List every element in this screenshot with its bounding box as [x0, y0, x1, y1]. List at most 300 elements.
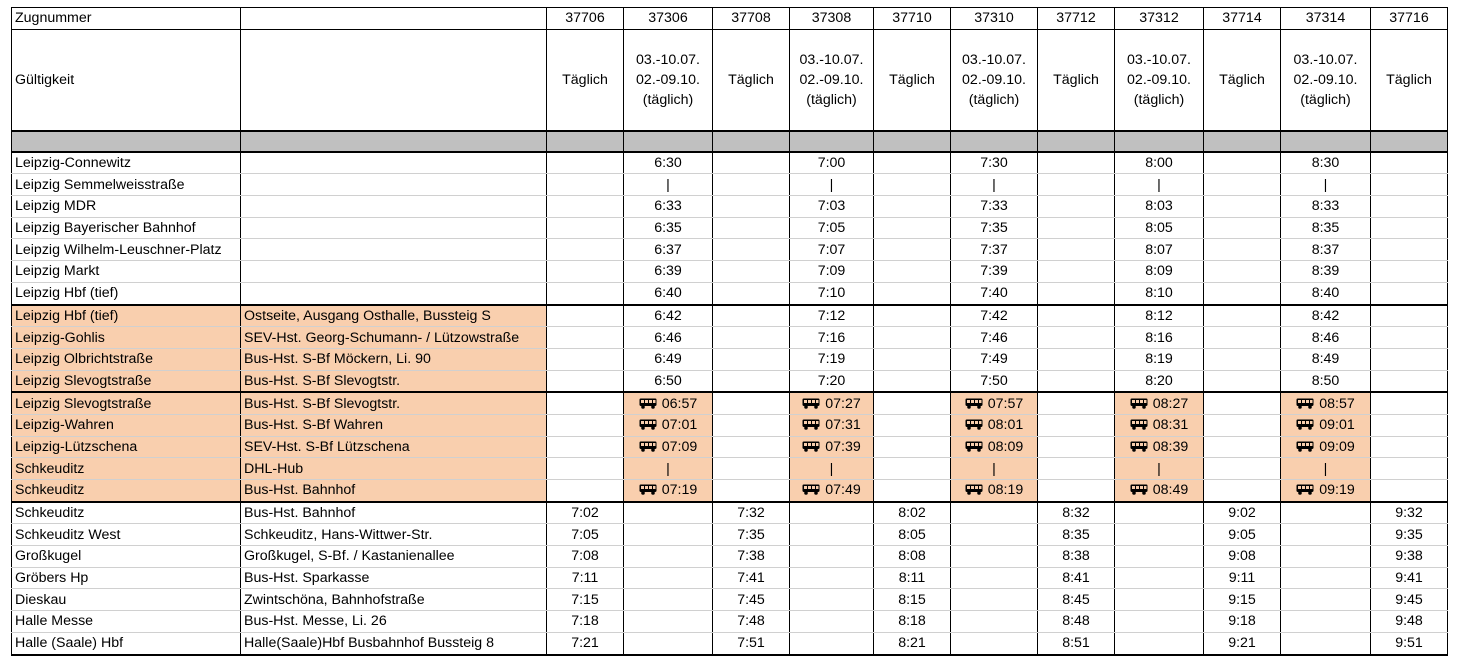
station-name: Leipzig-Gohlis — [12, 327, 241, 349]
time-cell: 7:33 — [951, 196, 1038, 218]
time-cell — [1038, 436, 1115, 458]
station-name: Leipzig Hbf (tief) — [12, 282, 241, 304]
train-number: 37308 — [790, 8, 874, 30]
bus-icon — [1130, 419, 1148, 430]
time-cell: 9:38 — [1371, 546, 1448, 568]
time-cell — [547, 414, 624, 436]
time-cell — [951, 546, 1038, 568]
time-cell: | — [1281, 174, 1371, 196]
time-cell: 6:49 — [624, 348, 713, 370]
time-cell — [1115, 480, 1204, 502]
bus-icon — [1296, 441, 1314, 452]
bus-time: 09:01 — [1319, 417, 1355, 434]
bus-time: 08:31 — [1152, 417, 1189, 434]
station-name: Leipzig Semmelweisstraße — [12, 174, 241, 196]
separator-cell — [12, 131, 241, 152]
time-cell: 8:10 — [1115, 282, 1204, 304]
time-cell: 7:18 — [547, 611, 624, 633]
validity-line: Täglich — [1386, 71, 1432, 88]
time-cell — [790, 480, 874, 502]
station-name: Leipzig Olbrichtstraße — [12, 348, 241, 370]
time-cell: 7:10 — [790, 282, 874, 304]
timetable-row — [12, 261, 1448, 283]
time-cell — [1371, 348, 1448, 370]
time-cell: 9:02 — [1204, 502, 1281, 524]
time-cell — [713, 196, 790, 218]
station-name: Schkeuditz — [12, 480, 241, 502]
time-cell: 8:20 — [1115, 370, 1204, 392]
time-cell — [1371, 196, 1448, 218]
validity-cell — [1204, 29, 1281, 131]
timetable-row — [12, 348, 1448, 370]
time-cell: 8:40 — [1281, 282, 1371, 304]
stop-location: Bus-Hst. Bahnhof — [241, 480, 547, 502]
time-cell: 7:09 — [790, 261, 874, 283]
bus-icon — [965, 398, 983, 409]
separator-row — [12, 131, 1448, 152]
time-cell — [790, 436, 874, 458]
station-name: Halle Messe — [12, 611, 241, 633]
time-cell — [874, 261, 951, 283]
bus-icon — [802, 398, 820, 409]
time-cell — [1204, 282, 1281, 304]
stop-location: Bus-Hst. S-Bf Slevogtstr. — [241, 392, 547, 414]
time-cell: 8:33 — [1281, 196, 1371, 218]
time-cell — [951, 480, 1038, 502]
bus-icon — [639, 484, 657, 495]
separator-cell — [790, 131, 874, 152]
separator-cell — [1115, 131, 1204, 152]
time-cell — [1115, 502, 1204, 524]
bus-icon — [639, 419, 657, 430]
time-cell — [624, 589, 713, 611]
bus-icon — [639, 441, 657, 452]
time-cell: 8:05 — [874, 524, 951, 546]
separator-cell — [624, 131, 713, 152]
time-cell: 7:11 — [547, 567, 624, 589]
train-number: 37716 — [1371, 8, 1448, 30]
stop-location: Bus-Hst. Messe, Li. 26 — [241, 611, 547, 633]
empty-header-cell — [241, 29, 547, 131]
time-cell — [1038, 327, 1115, 349]
time-cell — [624, 611, 713, 633]
time-cell: | — [1115, 174, 1204, 196]
bus-time: 08:09 — [987, 438, 1024, 455]
time-cell: 8:02 — [874, 502, 951, 524]
time-cell — [1038, 370, 1115, 392]
time-cell — [1371, 305, 1448, 327]
stop-location — [241, 261, 547, 283]
timetable-row — [12, 305, 1448, 327]
bus-icon — [1130, 484, 1148, 495]
timetable-row — [12, 370, 1448, 392]
bus-time: 08:39 — [1152, 438, 1189, 455]
time-cell: 8:09 — [1115, 261, 1204, 283]
bus-icon — [1296, 398, 1314, 409]
time-cell: | — [1281, 458, 1371, 480]
validity-line: 02.-09.10. — [799, 71, 864, 88]
time-cell — [1281, 632, 1371, 654]
time-cell — [1371, 370, 1448, 392]
time-cell: 9:08 — [1204, 546, 1281, 568]
station-name: Leipzig-Lützschena — [12, 436, 241, 458]
time-cell: 8:16 — [1115, 327, 1204, 349]
time-cell: 7:48 — [713, 611, 790, 633]
time-cell: 8:03 — [1115, 196, 1204, 218]
validity-cell — [1115, 29, 1204, 131]
time-cell — [874, 458, 951, 480]
train-number: 37710 — [874, 8, 951, 30]
time-cell — [547, 174, 624, 196]
time-cell — [951, 567, 1038, 589]
time-cell — [1038, 239, 1115, 261]
time-cell: 8:50 — [1281, 370, 1371, 392]
time-cell — [790, 589, 874, 611]
station-name: Leipzig Hbf (tief) — [12, 305, 241, 327]
time-cell — [874, 174, 951, 196]
time-cell: 7:51 — [713, 632, 790, 654]
time-cell: 8:30 — [1281, 152, 1371, 174]
station-name: Gröbers Hp — [12, 567, 241, 589]
timetable-row — [12, 392, 1448, 414]
timetable-row — [12, 196, 1448, 218]
time-cell: 8:39 — [1281, 261, 1371, 283]
bus-time: 09:19 — [1319, 482, 1355, 499]
time-cell — [547, 282, 624, 304]
time-cell — [790, 392, 874, 414]
time-cell: 8:32 — [1038, 502, 1115, 524]
time-cell — [547, 370, 624, 392]
time-cell — [790, 567, 874, 589]
station-name: Leipzig Bayerischer Bahnhof — [12, 217, 241, 239]
bus-icon — [965, 419, 983, 430]
timetable-row — [12, 611, 1448, 633]
separator-cell — [241, 131, 547, 152]
time-cell — [1204, 305, 1281, 327]
time-cell — [1204, 480, 1281, 502]
time-cell — [1038, 261, 1115, 283]
time-cell — [1204, 152, 1281, 174]
time-cell — [1281, 546, 1371, 568]
bus-time: 07:01 — [661, 417, 698, 434]
time-cell — [1038, 196, 1115, 218]
time-cell — [951, 414, 1038, 436]
time-cell: 7:40 — [951, 282, 1038, 304]
time-cell — [1115, 632, 1204, 654]
time-cell — [1281, 414, 1371, 436]
train-number: 37706 — [547, 8, 624, 30]
bus-time: 08:57 — [1319, 395, 1355, 412]
time-cell — [790, 611, 874, 633]
time-cell: 9:48 — [1371, 611, 1448, 633]
station-name: Schkeuditz West — [12, 524, 241, 546]
time-cell — [713, 414, 790, 436]
time-cell — [624, 414, 713, 436]
time-cell — [874, 305, 951, 327]
timetable — [11, 7, 1448, 656]
time-cell — [1371, 217, 1448, 239]
timetable-row — [12, 217, 1448, 239]
time-cell — [1371, 458, 1448, 480]
separator-cell — [1281, 131, 1371, 152]
time-cell — [1204, 217, 1281, 239]
validity-line: 02.-09.10. — [1293, 71, 1358, 88]
time-cell — [951, 524, 1038, 546]
train-number: 37708 — [713, 8, 790, 30]
separator-cell — [1038, 131, 1115, 152]
time-cell: 8:46 — [1281, 327, 1371, 349]
station-name: Großkugel — [12, 546, 241, 568]
time-cell — [1204, 261, 1281, 283]
validity-cell — [951, 29, 1038, 131]
bus-icon — [1130, 398, 1148, 409]
station-name: Schkeuditz — [12, 502, 241, 524]
stop-location — [241, 217, 547, 239]
time-cell — [547, 480, 624, 502]
time-cell: 7:12 — [790, 305, 874, 327]
timetable-row — [12, 546, 1448, 568]
time-cell — [874, 480, 951, 502]
time-cell — [1038, 152, 1115, 174]
time-cell: 6:35 — [624, 217, 713, 239]
time-cell — [1371, 174, 1448, 196]
time-cell — [1281, 502, 1371, 524]
time-cell: 7:08 — [547, 546, 624, 568]
empty-header-cell — [241, 8, 547, 30]
time-cell: 8:12 — [1115, 305, 1204, 327]
time-cell — [1204, 174, 1281, 196]
time-cell: 8:42 — [1281, 305, 1371, 327]
time-cell: 7:41 — [713, 567, 790, 589]
timetable-row — [12, 239, 1448, 261]
time-cell — [1204, 458, 1281, 480]
time-cell — [790, 546, 874, 568]
bus-time: 06:57 — [661, 395, 698, 412]
time-cell — [713, 261, 790, 283]
stop-location — [241, 152, 547, 174]
time-cell — [713, 305, 790, 327]
time-cell — [1204, 348, 1281, 370]
time-cell — [624, 546, 713, 568]
stop-location: Bus-Hst. Bahnhof — [241, 502, 547, 524]
time-cell — [1371, 392, 1448, 414]
time-cell: 8:00 — [1115, 152, 1204, 174]
time-cell — [1038, 217, 1115, 239]
station-name: Halle (Saale) Hbf — [12, 632, 241, 654]
time-cell: 7:37 — [951, 239, 1038, 261]
bus-icon — [802, 441, 820, 452]
time-cell — [1371, 480, 1448, 502]
validity-cell — [547, 29, 624, 131]
time-cell: 8:38 — [1038, 546, 1115, 568]
time-cell: 6:39 — [624, 261, 713, 283]
time-cell — [547, 392, 624, 414]
validity-cell — [713, 29, 790, 131]
validity-cell — [874, 29, 951, 131]
station-name: Leipzig MDR — [12, 196, 241, 218]
time-cell: 6:40 — [624, 282, 713, 304]
time-cell — [547, 458, 624, 480]
time-cell — [1371, 282, 1448, 304]
time-cell — [547, 348, 624, 370]
bus-time: 07:57 — [987, 395, 1024, 412]
time-cell: 8:11 — [874, 567, 951, 589]
timetable-row — [12, 589, 1448, 611]
time-cell: 7:15 — [547, 589, 624, 611]
separator-cell — [547, 131, 624, 152]
validity-line: 03.-10.07. — [1293, 51, 1358, 68]
time-cell — [1115, 611, 1204, 633]
time-cell — [1281, 480, 1371, 502]
bus-time: 08:49 — [1152, 482, 1189, 499]
validity-line: Täglich — [562, 71, 608, 88]
time-cell — [547, 327, 624, 349]
bus-icon — [1296, 419, 1314, 430]
time-cell: 9:45 — [1371, 589, 1448, 611]
time-cell — [874, 392, 951, 414]
bus-icon — [1296, 484, 1314, 495]
time-cell — [1204, 196, 1281, 218]
time-cell — [1115, 414, 1204, 436]
time-cell — [1038, 480, 1115, 502]
time-cell — [1038, 348, 1115, 370]
time-cell — [713, 348, 790, 370]
time-cell — [713, 436, 790, 458]
time-cell — [874, 282, 951, 304]
time-cell: 8:19 — [1115, 348, 1204, 370]
bus-icon — [802, 484, 820, 495]
separator-cell — [874, 131, 951, 152]
validity-line: (täglich) — [642, 91, 694, 108]
time-cell — [790, 632, 874, 654]
time-cell: 7:46 — [951, 327, 1038, 349]
validity-cell — [1038, 29, 1115, 131]
time-cell: 8:41 — [1038, 567, 1115, 589]
time-cell: 7:05 — [547, 524, 624, 546]
timetable-row — [12, 282, 1448, 304]
bus-time: 07:39 — [825, 438, 861, 455]
validity-row — [12, 29, 1448, 131]
time-cell — [624, 632, 713, 654]
stop-location: Ostseite, Ausgang Osthalle, Bussteig S — [241, 305, 547, 327]
time-cell: 7:50 — [951, 370, 1038, 392]
timetable-row — [12, 458, 1448, 480]
time-cell — [1281, 567, 1371, 589]
time-cell: 9:41 — [1371, 567, 1448, 589]
station-name: Leipzig-Wahren — [12, 414, 241, 436]
time-cell — [1115, 589, 1204, 611]
time-cell: 8:18 — [874, 611, 951, 633]
time-cell: 8:48 — [1038, 611, 1115, 633]
time-cell: 6:37 — [624, 239, 713, 261]
bus-time: 07:19 — [661, 482, 698, 499]
bus-time: 07:09 — [661, 438, 698, 455]
time-cell — [874, 217, 951, 239]
time-cell: | — [951, 174, 1038, 196]
time-cell: 9:15 — [1204, 589, 1281, 611]
timetable-row — [12, 567, 1448, 589]
time-cell: 8:15 — [874, 589, 951, 611]
time-cell: 8:37 — [1281, 239, 1371, 261]
timetable-row — [12, 502, 1448, 524]
time-cell: 9:05 — [1204, 524, 1281, 546]
validity-line: (täglich) — [1300, 91, 1351, 108]
time-cell: 8:08 — [874, 546, 951, 568]
stop-location — [241, 196, 547, 218]
gueltigkeit-label: Gültigkeit — [12, 29, 241, 131]
validity-line: Täglich — [1053, 71, 1099, 88]
time-cell — [713, 480, 790, 502]
validity-line: Täglich — [728, 71, 774, 88]
time-cell: 9:51 — [1371, 632, 1448, 654]
time-cell — [874, 370, 951, 392]
time-cell — [1038, 305, 1115, 327]
validity-cell — [624, 29, 713, 131]
station-name: Leipzig-Connewitz — [12, 152, 241, 174]
stop-location: SEV-Hst. Georg-Schumann- / Lützowstraße — [241, 327, 547, 349]
time-cell: 7:30 — [951, 152, 1038, 174]
time-cell — [1281, 611, 1371, 633]
time-cell: 7:07 — [790, 239, 874, 261]
time-cell — [1038, 392, 1115, 414]
stop-location: SEV-Hst. S-Bf Lützschena — [241, 436, 547, 458]
time-cell — [624, 480, 713, 502]
bus-time: 07:31 — [825, 417, 861, 434]
time-cell — [547, 239, 624, 261]
time-cell — [1038, 282, 1115, 304]
time-cell — [1038, 414, 1115, 436]
time-cell — [624, 567, 713, 589]
stop-location: Bus-Hst. Sparkasse — [241, 567, 547, 589]
time-cell — [951, 611, 1038, 633]
validity-cell — [1281, 29, 1371, 131]
time-cell: 7:49 — [951, 348, 1038, 370]
time-cell — [1204, 239, 1281, 261]
separator-cell — [1371, 131, 1448, 152]
time-cell — [547, 436, 624, 458]
bus-time: 07:49 — [825, 482, 861, 499]
time-cell: 7:05 — [790, 217, 874, 239]
bus-time: 07:27 — [825, 395, 861, 412]
station-name: Schkeuditz — [12, 458, 241, 480]
train-number: 37712 — [1038, 8, 1115, 30]
time-cell — [874, 239, 951, 261]
train-number: 37306 — [624, 8, 713, 30]
timetable-row — [12, 327, 1448, 349]
stop-location — [241, 174, 547, 196]
time-cell: 9:32 — [1371, 502, 1448, 524]
time-cell — [1038, 458, 1115, 480]
validity-line: 03.-10.07. — [799, 51, 864, 68]
time-cell: | — [624, 458, 713, 480]
stop-location: Bus-Hst. S-Bf Möckern, Li. 90 — [241, 348, 547, 370]
time-cell: 8:35 — [1281, 217, 1371, 239]
time-cell — [951, 632, 1038, 654]
bus-time: 08:19 — [987, 482, 1024, 499]
timetable-row — [12, 414, 1448, 436]
time-cell — [1371, 414, 1448, 436]
time-cell — [713, 152, 790, 174]
time-cell — [713, 174, 790, 196]
zugnummer-label: Zugnummer — [12, 8, 241, 30]
train-number: 37312 — [1115, 8, 1204, 30]
stop-location: Zwintschöna, Bahnhofstraße — [241, 589, 547, 611]
time-cell: 8:21 — [874, 632, 951, 654]
time-cell: 9:35 — [1371, 524, 1448, 546]
time-cell: | — [790, 458, 874, 480]
stop-location: Halle(Saale)Hbf Busbahnhof Bussteig 8 — [241, 632, 547, 654]
time-cell — [713, 392, 790, 414]
